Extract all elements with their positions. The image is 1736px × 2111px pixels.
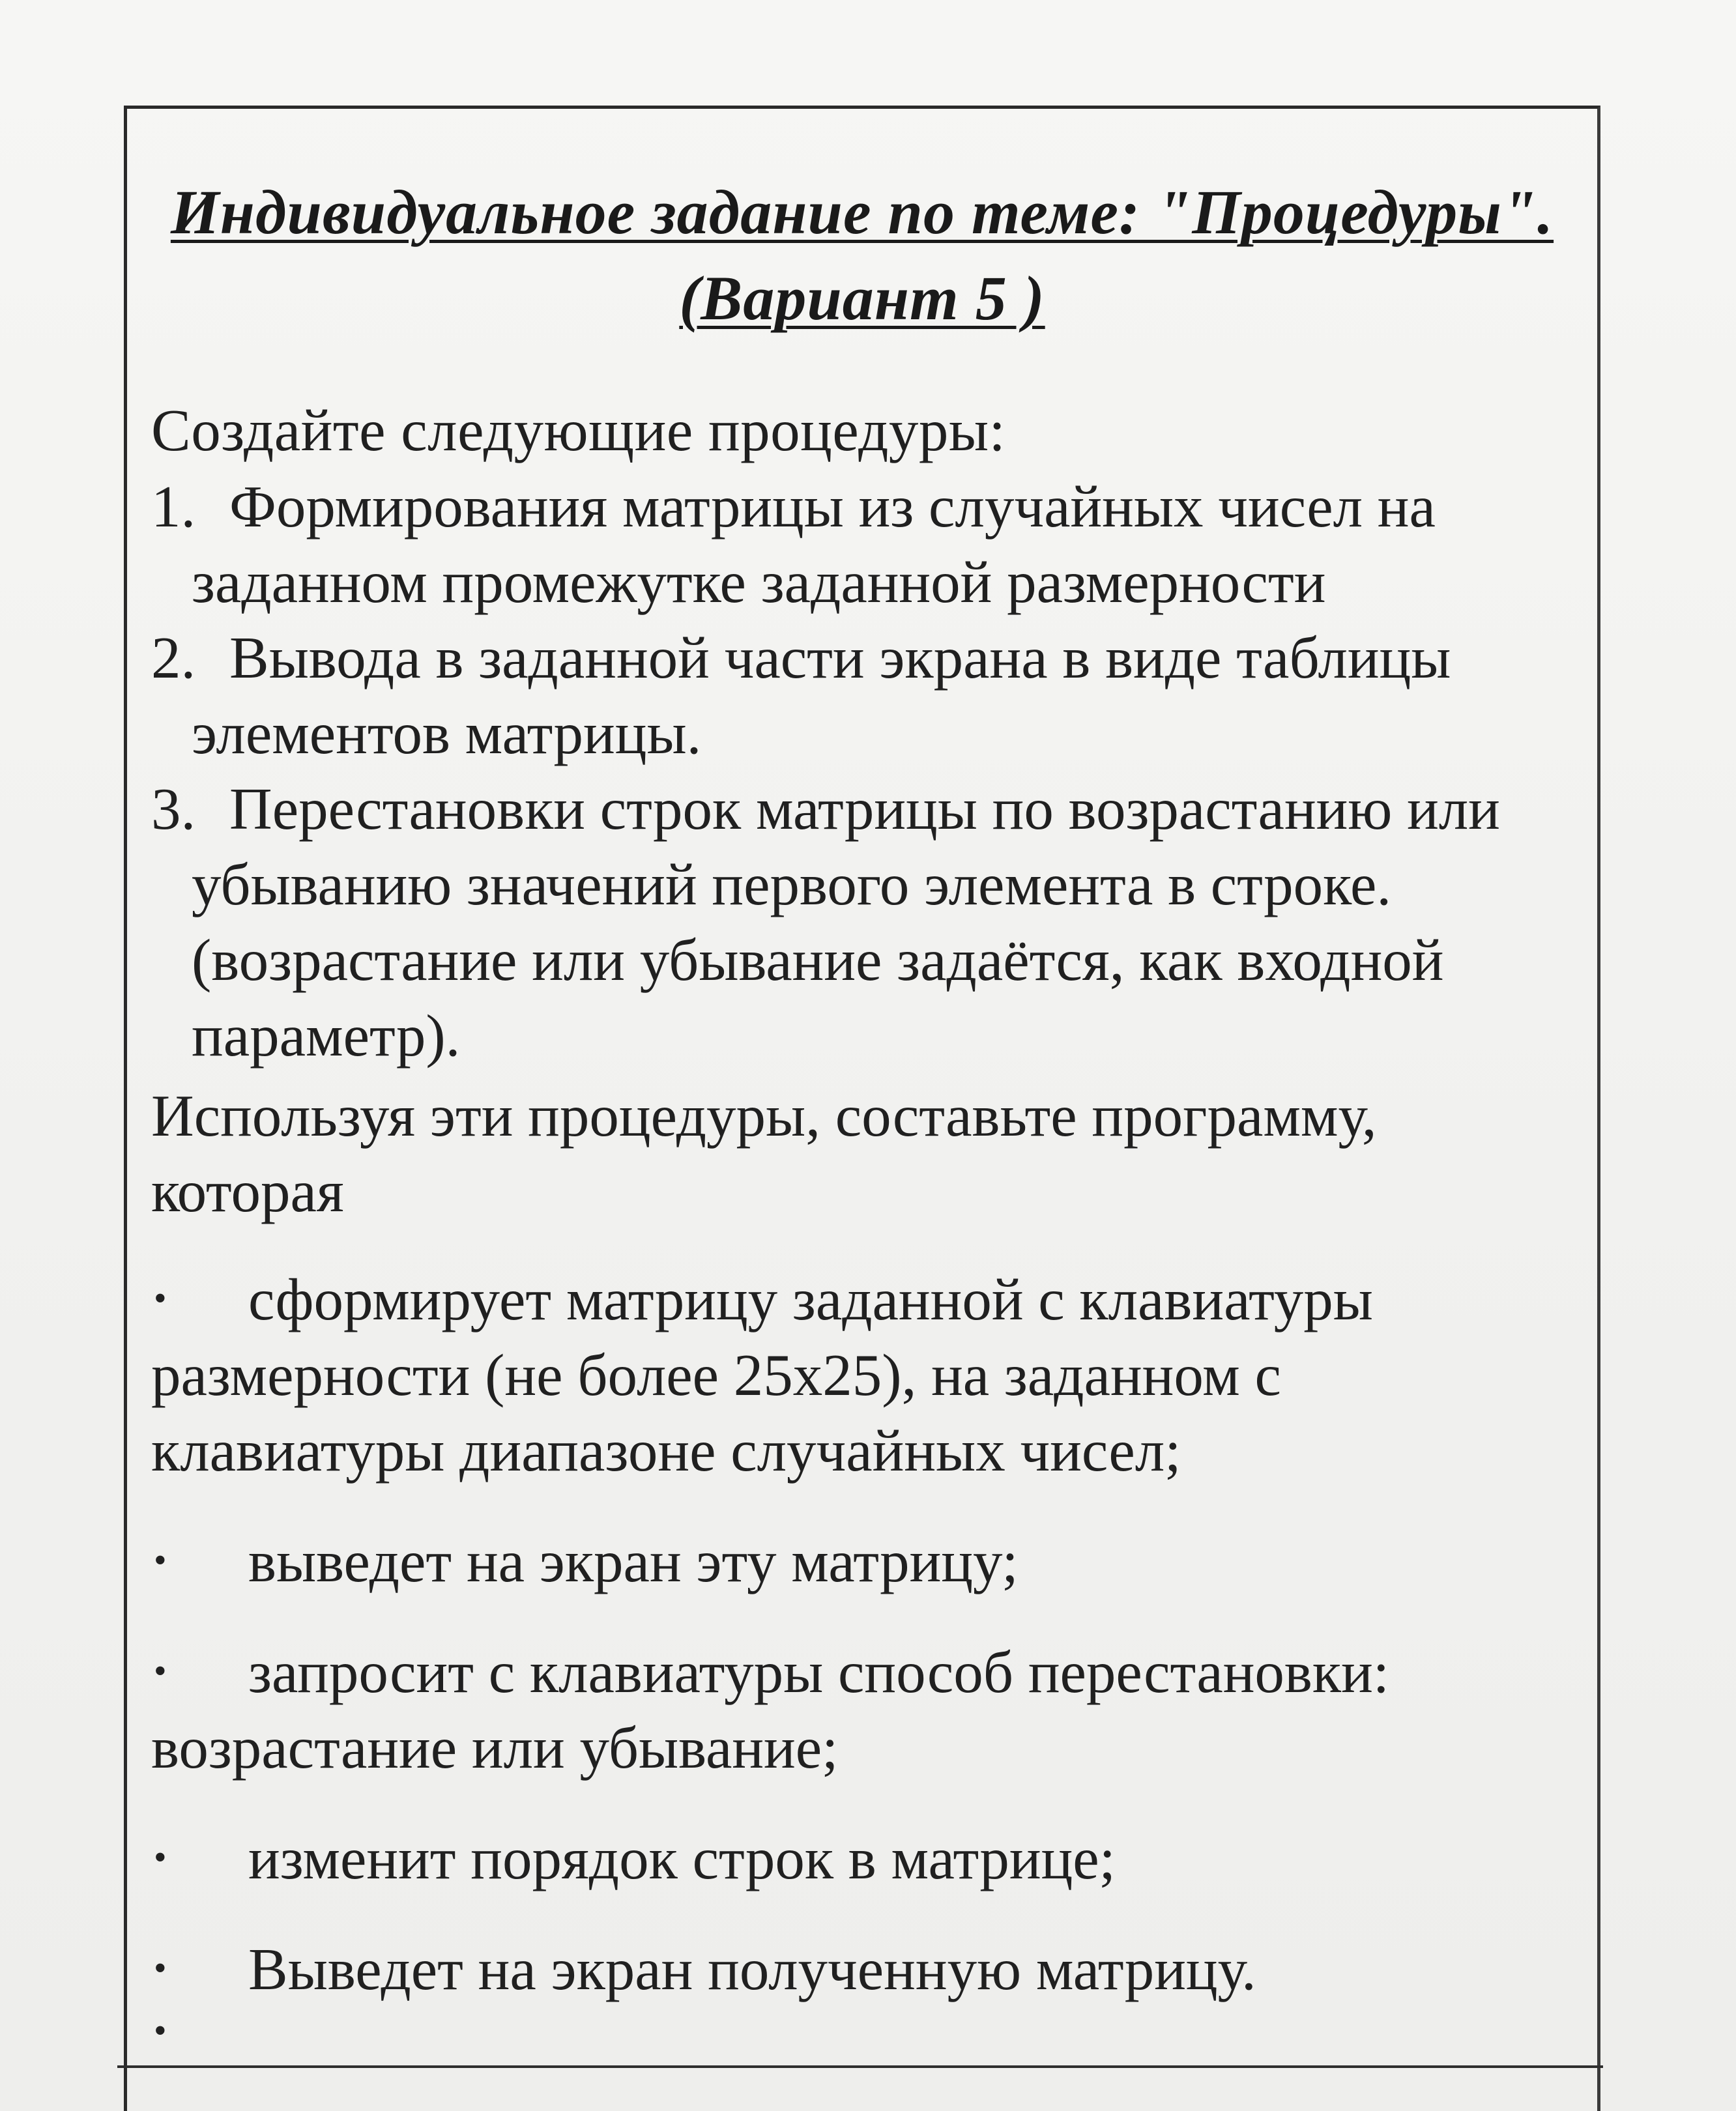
bullet-item-4 bbox=[151, 1820, 1578, 1897]
bullet-item-5 bbox=[151, 1931, 1578, 2007]
bullet-text: сформирует матрицу заданной с клавиатуры размерности (не более 25х25), на заданном с клавиатуры диапазоне случайных чисел; bbox=[151, 1267, 1373, 1484]
item-text: Формирования матрицы из случайных чисел на заданном промежутке заданной размерности bbox=[192, 474, 1436, 615]
bullet-dot-icon: • bbox=[154, 1651, 167, 1691]
numbered-list bbox=[151, 469, 1578, 1074]
bullet-dot-icon: • bbox=[154, 1948, 167, 1989]
item-text: Вывода в заданной части экрана в виде таблицы элементов матрицы. bbox=[192, 625, 1451, 766]
bullet-dot-icon: • bbox=[154, 1278, 167, 1319]
bullet-dot-icon: • bbox=[154, 1837, 167, 1878]
bottom-rule bbox=[117, 2065, 1603, 2068]
item-number: 2. bbox=[151, 625, 196, 691]
numbered-item-1 bbox=[151, 469, 1578, 620]
use-paragraph: Используя эти процедуры, составьте программу, которая bbox=[151, 1083, 1377, 1224]
bullet-text: изменит порядок строк в матрице; bbox=[248, 1826, 1116, 1891]
title-line-1: Индивидуальное задание по теме: "Процедуры". bbox=[170, 177, 1554, 247]
bullet-item-1 bbox=[151, 1261, 1578, 1489]
numbered-item-2 bbox=[151, 620, 1578, 771]
numbered-item-3 bbox=[151, 771, 1578, 1074]
empty-bullet-icon: • bbox=[154, 2011, 167, 2051]
bullet-item-2 bbox=[151, 1523, 1578, 1600]
item-number: 3. bbox=[151, 776, 196, 842]
bullet-item-3 bbox=[151, 1633, 1578, 1786]
bullet-text: Выведет на экран полученную матрицу. bbox=[248, 1936, 1256, 2002]
bullet-list bbox=[151, 1261, 1578, 2041]
bullet-text: выведет на экран эту матрицу; bbox=[248, 1529, 1019, 1594]
item-number: 1. bbox=[151, 474, 196, 539]
item-text: Перестановки строк матрицы по возрастанию или убыванию значений первого элемента в строке. (возрастание или убывание задаётся, как входной параметр). bbox=[192, 776, 1500, 1069]
bullet-text: запросит с клавиатуры способ перестановки: возрастание или убывание; bbox=[151, 1639, 1390, 1781]
intro-text: Создайте следующие процедуры: bbox=[151, 397, 1006, 463]
bullet-dot-icon: • bbox=[154, 1540, 167, 1581]
title-line-2: (Вариант 5 ) bbox=[679, 263, 1045, 333]
